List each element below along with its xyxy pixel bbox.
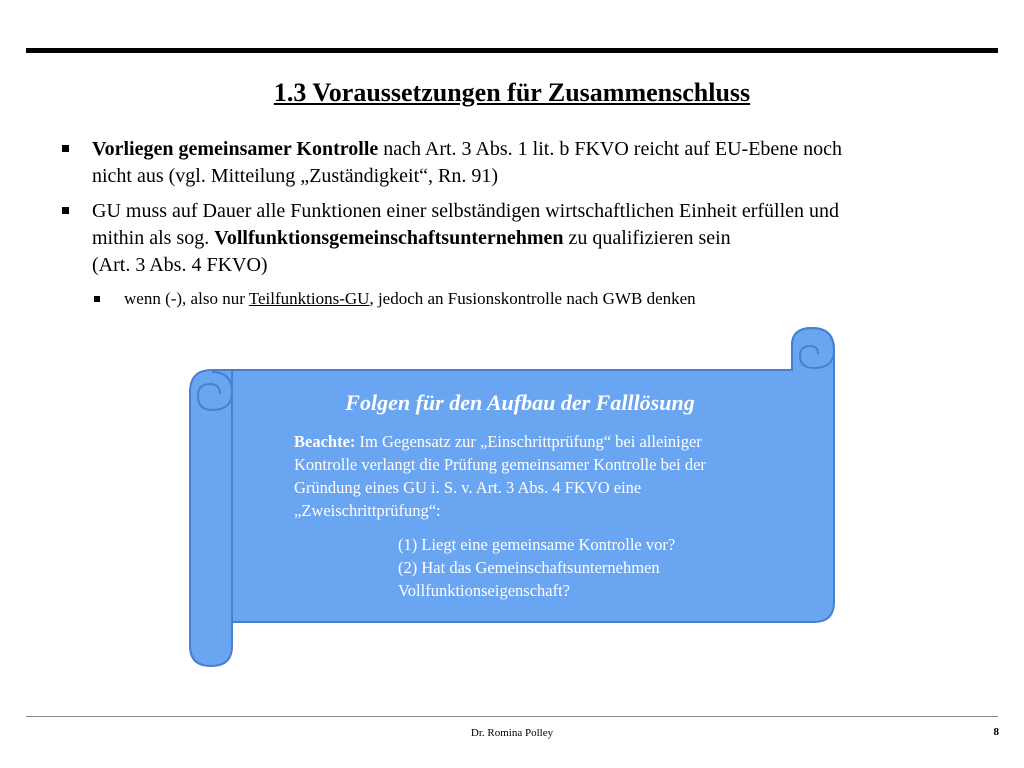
note-line: „Zweischrittprüfung“:	[294, 501, 441, 520]
bullet-text: zu qualifizieren sein	[563, 227, 731, 249]
bottom-rule	[26, 716, 998, 717]
scroll-questions	[398, 533, 798, 602]
page-number: 8	[993, 726, 999, 738]
note-label: Beachte:	[294, 432, 356, 451]
question-item: (1) Liegt eine gemeinsame Kontrolle vor?	[398, 535, 676, 554]
note-line: Im Gegensatz zur „Einschrittprüfung“ bei alleiniger	[355, 432, 702, 451]
sub-bullet-text: , jedoch an Fusionskontrolle nach GWB denken	[369, 289, 696, 308]
sub-bullet-text: wenn (-), also nur	[124, 289, 249, 308]
bullet-line: nicht aus (vgl. Mitteilung „Zuständigkeit“, Rn. 91)	[92, 165, 499, 187]
note-line: Kontrolle verlangt die Prüfung gemeinsamer Kontrolle bei der	[294, 455, 706, 474]
scroll-title: Folgen für den Aufbau der Falllösung	[345, 390, 695, 415]
bullet-line: GU muss auf Dauer alle Funktionen einer selbständigen wirtschaftlichen Einheit erfüllen und	[92, 200, 840, 222]
bullet-text: mithin als sog.	[92, 227, 215, 249]
bold-term: Vollfunktionsgemeinschaftsunternehmen	[214, 227, 564, 249]
scroll-roll-left	[190, 370, 232, 666]
question-item: Vollfunktionseigenschaft?	[398, 581, 570, 600]
bold-term: Vorliegen gemeinsamer Kontrolle	[92, 138, 379, 160]
footer-author: Dr. Romina Polley	[470, 727, 554, 739]
question-item: (2) Hat das Gemeinschaftsunternehmen	[398, 558, 660, 577]
bullet-text: nach Art. 3 Abs. 1 lit. b FKVO reicht auf EU-Ebene noch	[378, 138, 843, 160]
note-line: Gründung eines GU i. S. v. Art. 3 Abs. 4 FKVO eine	[294, 478, 642, 497]
scroll-note	[294, 430, 814, 522]
slide-title: 1.3 Voraussetzungen für Zusammenschluss	[273, 78, 751, 107]
bullet-line: (Art. 3 Abs. 4 FKVO)	[92, 254, 268, 276]
underlined-term: Teilfunktions-GU	[248, 289, 370, 308]
